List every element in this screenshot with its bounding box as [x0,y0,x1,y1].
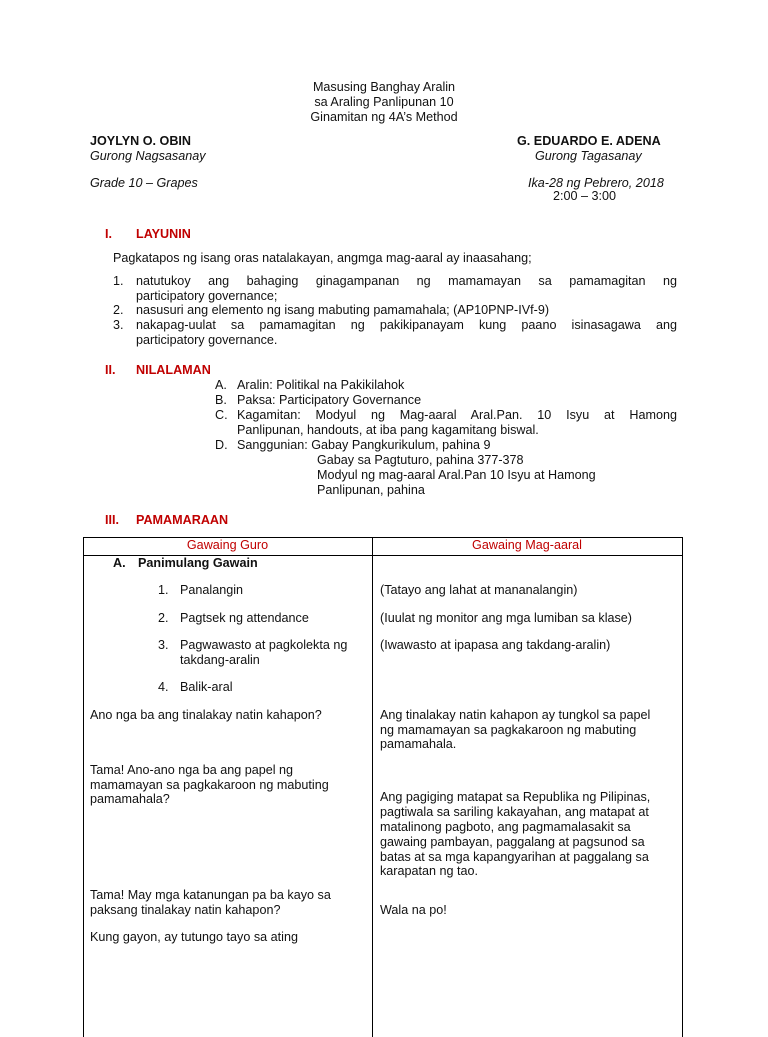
teacher-question-2-line: pamamahala? [90,792,170,806]
section3-numeral: III. [105,513,119,527]
content-aralin: Aralin: Politikal na Pakikilahok [237,378,405,392]
section2-heading: NILALAMAN [136,363,211,377]
document-title-line3: Ginamitan ng 4A’s Method [310,110,458,124]
objectives-intro: Pagkatapos ng isang oras natalakayan, angmga mag-aaral ay inaasahang; [113,251,532,265]
reference-line: Panlipunan, pahina [317,483,425,497]
step-takdang-aralin-line2: takdang-aralin [180,653,260,667]
subheading-letter: A. [113,556,126,570]
teacher-role: Gurong Nagsasanay [90,149,206,163]
student-answer-2-line: Ang pagiging matapat sa Republika ng Pilipinas, [380,790,651,804]
section1-heading: LAYUNIN [136,227,191,241]
student-answer-1-line: pamamahala. [380,737,457,751]
teacher-question-2-line: Tama! Ano-ano nga ba ang papel ng [90,763,294,777]
step-panalangin: Panalangin [180,583,244,597]
content-letter: D. [215,438,228,452]
objective-number: 3. [113,318,124,332]
section1-numeral: I. [105,227,112,241]
table-column-divider [372,537,373,1037]
teacher-question-3-line: Tama! May mga katanungan pa ba kayo sa [90,888,331,902]
objective-2-line1: nasusuri ang elemento ng isang mabuting pamamahala; (AP10PNP-IVf-9) [136,303,550,317]
content-letter: B. [215,393,227,407]
student-answer-2-line: karapatan ng tao. [380,864,479,878]
lesson-date: Ika-28 ng Pebrero, 2018 [528,176,664,190]
table-header-guro: Gawaing Guro [186,538,269,552]
section2-numeral: II. [105,363,116,377]
student-answer-1-line: Ang tinalakay natin kahapon ay tungkol sa papel [380,708,651,722]
objective-1-line2: participatory governance; [136,289,278,303]
table-header-mag-aaral: Gawaing Mag-aaral [472,538,582,552]
procedure-table [83,537,683,1037]
objective-3-line2: participatory governance. [136,333,278,347]
objective-1-line1: natutukoy ang bahaging ginagampanan ng mamamayan sa pamamagitan ng [136,274,677,288]
response-takdang-aralin: (Iwawasto at ipapasa ang takdang-aralin) [380,638,611,652]
content-sanggunian: Sanggunian: Gabay Pangkurikulum, pahina 9 [237,438,491,452]
step-number: 2. [158,611,169,625]
grade-section: Grade 10 – Grapes [90,176,198,190]
teacher-question-2-line: mamamayan sa pagkakaroon ng mabuting [90,778,329,792]
response-attendance: (Iuulat ng monitor ang mga lumiban sa klase) [380,611,633,625]
table-border-right [682,537,683,1037]
step-number: 1. [158,583,169,597]
document-title-line2: sa Araling Panlipunan 10 [314,95,454,109]
student-answer-2-line: gawaing pambayan, paggalang at pagsunod sa [380,835,645,849]
teacher-name: JOYLYN O. OBIN [90,134,192,148]
lesson-time: 2:00 – 3:00 [553,189,617,203]
reference-line: Gabay sa Pagtuturo, pahina 377-378 [317,453,524,467]
step-takdang-aralin-line1: Pagwawasto at pagkolekta ng [180,638,348,652]
teacher-transition: Kung gayon, ay tutungo tayo sa ating [90,930,298,944]
content-kagamitan-line2: Panlipunan, handouts, at iba pang kagamitang biswal. [237,423,539,437]
objective-number: 2. [113,303,124,317]
content-kagamitan-line1: Kagamitan: Modyul ng Mag-aaral Aral.Pan. 10 Isyu at Hamong [237,408,677,422]
document-title-line1: Masusing Banghay Aralin [312,80,456,94]
student-answer-2-line: pagtiwala sa sariling kakayahan, ang matapat at [380,805,649,819]
step-balik-aral: Balik-aral [180,680,233,694]
section3-heading: PAMAMARAAN [136,513,229,527]
teacher-question-1: Ano nga ba ang tinalakay natin kahapon? [90,708,322,722]
observer-role: Gurong Tagasanay [535,149,642,163]
student-answer-1-line: ng mamamayan sa pagkakaroon ng mabuting [380,723,637,737]
student-answer-3: Wala na po! [380,903,447,917]
objective-number: 1. [113,274,124,288]
content-letter: A. [215,378,227,392]
observer-name: G. EDUARDO E. ADENA [517,134,661,148]
step-attendance: Pagtsek ng attendance [180,611,309,625]
reference-line: Modyul ng mag-aaral Aral.Pan 10 Isyu at Hamong [317,468,596,482]
teacher-question-3-line: paksang tinalakay natin kahapon? [90,903,281,917]
step-number: 3. [158,638,169,652]
objective-3-line1: nakapag-uulat sa pamamagitan ng pakikipanayam kung paano isinasagawa ang [136,318,677,332]
content-letter: C. [215,408,228,422]
table-border-left [83,537,84,1037]
response-panalangin: (Tatayo ang lahat at mananalangin) [380,583,578,597]
student-answer-2-line: matalinong pagboto, ang pagmamalasakit sa [380,820,631,834]
subheading-panimulang-gawain: Panimulang Gawain [138,556,258,570]
student-answer-2-line: batas at sa mga kapangyarihan at paggalang sa [380,850,649,864]
step-number: 4. [158,680,169,694]
content-paksa: Paksa: Participatory Governance [237,393,422,407]
